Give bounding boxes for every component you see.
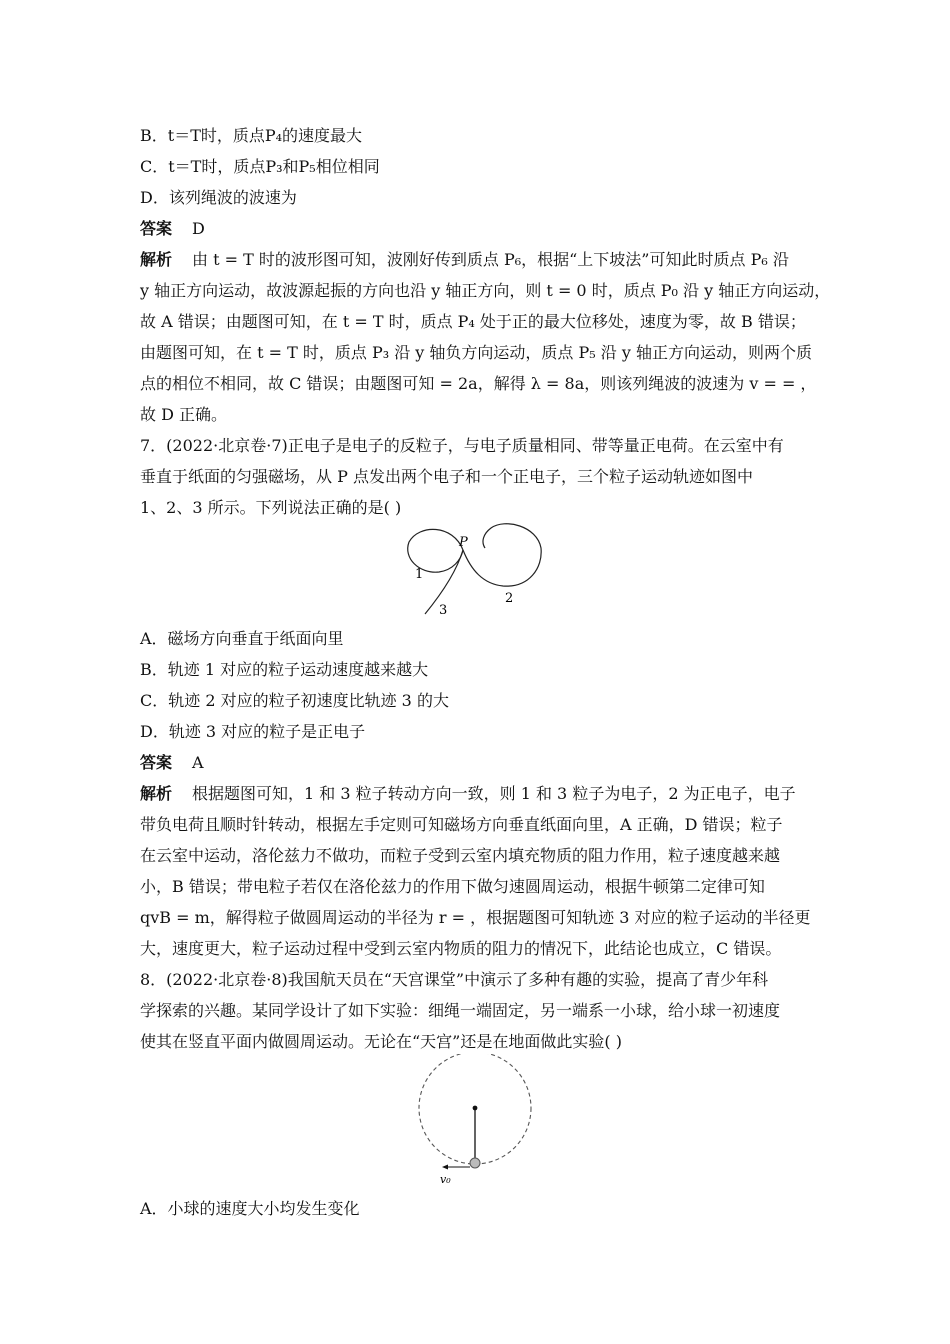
q6-answer <box>140 219 205 239</box>
answer-value: D <box>192 219 205 238</box>
q7-analysis-line-0 <box>140 784 796 804</box>
q7-answer <box>140 753 204 773</box>
q7-analysis-line-1: 带负电荷且顺时针转动，根据左手定则可知磁场方向垂直纸面向里，A 正确，D 错误；粒子 <box>140 815 783 834</box>
q7-option-c: C．轨迹 2 对应的粒子初速度比轨迹 3 的大 <box>140 691 449 710</box>
answer-label: 答案 <box>140 753 173 772</box>
q8-stem-line-0: 8．(2022·北京卷·8)我国航天员在“天宫课堂”中演示了多种有趣的实验，提高了青少年科 <box>140 970 769 989</box>
track-1 <box>408 529 463 572</box>
q8-stem-line-2: 使其在竖直平面内做圆周运动。无论在“天宫”还是在地面做此实验( ) <box>140 1032 622 1051</box>
q7-analysis-line-3: 小，B 错误；带电粒子若仅在洛伦兹力的作用下做匀速圆周运动，根据牛顿第二定律可知 <box>140 877 765 896</box>
q6-analysis-line-0 <box>140 250 789 270</box>
analysis-label: 解析 <box>140 784 173 803</box>
q7-analysis-line-2: 在云室中运动，洛伦兹力不做功，而粒子受到云室内填充物质的阻力作用，粒子速度越来越 <box>140 846 781 865</box>
analysis-text: 根据题图可知，1 和 3 粒子转动方向一致，则 1 和 3 粒子为电子，2 为正电子，电子 <box>192 784 796 803</box>
q6-option-b: B．t＝T时，质点P₄的速度最大 <box>140 126 363 145</box>
label-track-1: 1 <box>415 567 424 582</box>
q6-analysis-line-5: 故 D 正确。 <box>140 405 228 424</box>
circular-motion-figure <box>412 1054 542 1190</box>
q7-analysis-line-5: 大，速度更大，粒子运动过程中受到云室内物质的阻力的情况下，此结论也成立，C 错误。 <box>140 939 782 958</box>
velocity-arrowhead <box>442 1165 448 1170</box>
q8-stem-line-1: 学探索的兴趣。某同学设计了如下实验：细绳一端固定，另一端系一小球，给小球一初速度 <box>140 1001 781 1020</box>
q7-option-b: B．轨迹 1 对应的粒子运动速度越来越大 <box>140 660 429 679</box>
q7-stem-line-1: 垂直于纸面的匀强磁场，从 P 点发出两个电子和一个正电子，三个粒子运动轨迹如图中 <box>140 467 753 486</box>
q6-analysis-line-3: 由题图可知，在 t = T 时，质点 P₃ 沿 y 轴负方向运动，质点 P₅ 沿 y 轴正方向运动，则两个质 <box>140 343 812 362</box>
q6-option-d: D．该列绳波的波速为 <box>140 188 297 207</box>
label-v0: v₀ <box>440 1173 451 1186</box>
analysis-text: 由 t = T 时的波形图可知，波刚好传到质点 P₆，根据“上下坡法”可知此时质点 P₆ 沿 <box>192 250 789 269</box>
q6-option-c: C．t＝T时，质点P₃和P₅相位相同 <box>140 157 380 176</box>
q6-analysis-line-4: 点的相位不相同，故 C 错误；由题图可知 = 2a，解得 λ = 8a，则该列绳波的波速为 v = = ， <box>140 374 817 393</box>
label-track-2: 2 <box>505 591 514 606</box>
label-track-3: 3 <box>439 603 448 618</box>
q8-option-a: A．小球的速度大小均发生变化 <box>140 1199 360 1218</box>
q6-analysis-line-2: 故 A 错误；由题图可知，在 t = T 时，质点 P₄ 处于正的最大位移处，速度为零，故 B 错误； <box>140 312 806 331</box>
q7-analysis-line-4: qvB = m，解得粒子做圆周运动的半径为 r = ，根据题图可知轨迹 3 对应的粒子运动的半径更 <box>140 908 811 927</box>
answer-value: A <box>192 753 204 772</box>
track-2 <box>463 524 541 586</box>
q7-option-d: D．轨迹 3 对应的粒子是正电子 <box>140 722 366 741</box>
analysis-label: 解析 <box>140 250 173 269</box>
answer-label: 答案 <box>140 219 173 238</box>
label-p: P <box>459 535 468 550</box>
q6-analysis-line-1: y 轴正方向运动，故波源起振的方向也沿 y 轴正方向，则 t = 0 时，质点 P₀ 沿 y 轴正方向运动， <box>140 281 831 300</box>
q7-stem-line-2: 1、2、3 所示。下列说法正确的是( ) <box>140 498 402 517</box>
q7-option-a: A．磁场方向垂直于纸面向里 <box>140 629 344 648</box>
particle-tracks-figure <box>395 518 555 622</box>
ball <box>470 1158 480 1168</box>
q7-stem-line-0: 7．(2022·北京卷·7)正电子是电子的反粒子，与电子质量相同、带等量正电荷。在云室中有 <box>140 436 784 455</box>
